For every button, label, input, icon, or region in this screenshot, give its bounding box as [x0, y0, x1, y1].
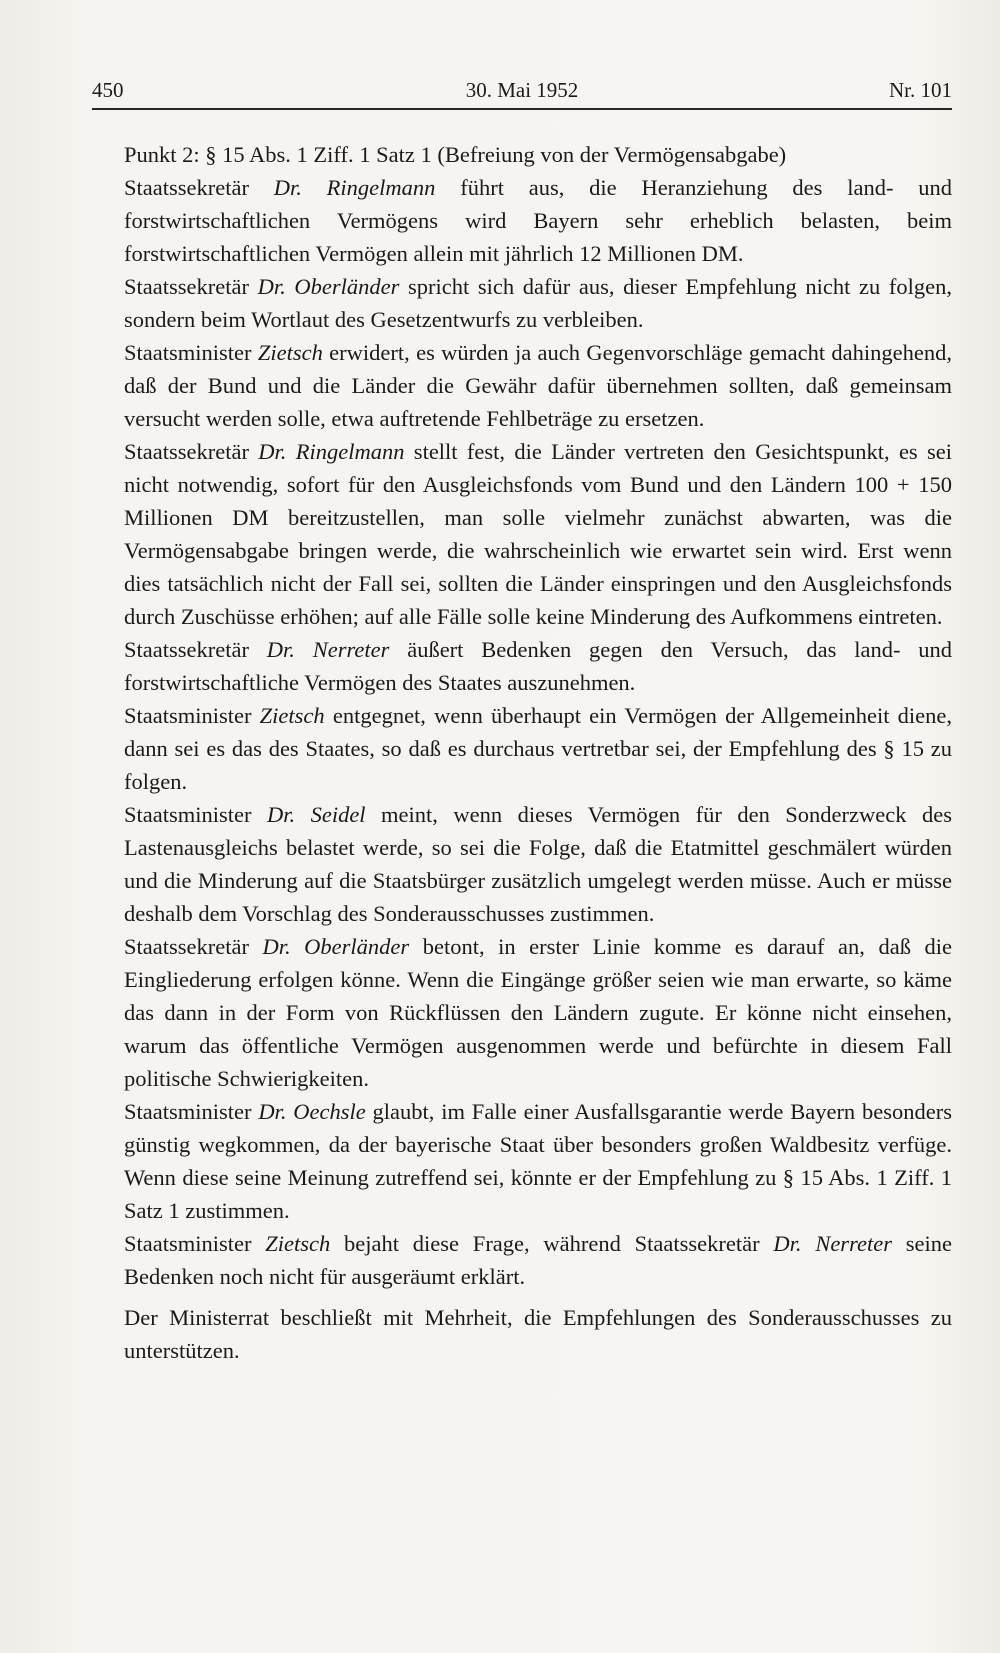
speaker-name: Dr. Nerreter: [266, 637, 390, 662]
document-body: [124, 138, 952, 1367]
paragraph: [124, 1301, 952, 1367]
header-date: 30. Mai 1952: [465, 78, 579, 102]
paragraph-text: betont, in erster Linie komme es darauf an, daß die Eingliederung erfolgen könne. Wenn die Eingänge größer seien wie man erwarte, so käme das dann in der Form von Rückflüssen den Ländern zugute. Er könne nicht einsehen, warum das öffentliche Vermögen ausgenommen werde und befürchte in diesem Fall politische Schwierigkeiten.: [124, 934, 952, 1091]
speaker-name: Dr. Seidel: [266, 802, 366, 827]
paragraph-text: meint, wenn dieses Vermögen für den Sonderzweck des Lastenausgleichs belastet werde, so sei die Folge, daß die Etatmittel geschmälert würden und die Minderung auf die Staatsbürger zusätzlich umgelegt werden müsse. Auch er müsse deshalb dem Vorschlag des Sonderausschusses zustimmen.: [124, 802, 952, 926]
speaker-name: Dr. Ringelmann: [258, 439, 405, 464]
paragraph: [124, 336, 952, 435]
paragraph: [124, 171, 952, 270]
paragraph-text: Staatssekretär: [124, 637, 267, 662]
paragraph-text: glaubt, im Falle einer Ausfallsgarantie werde Bayern besonders günstig wegkommen, da der bayerische Staat über besonders großen Waldbesitz verfüge. Wenn diese seine Meinung zutreffend sei, könnte er der Empfehlung zu § 15 Abs. 1 Ziff. 1 Satz 1 zustimmen.: [124, 1099, 952, 1223]
paragraph-text: erwidert, es würden ja auch Gegenvorschläge gemacht dahingehend, daß der Bund und die Länder die Gewähr dafür übernehmen sollten, daß gemeinsam versucht werden solle, etwa auftretende Fehlbeträge zu ersetzen.: [124, 340, 952, 431]
paragraph-text: Staatsminister: [124, 340, 258, 365]
issue-number: Nr. 101: [889, 78, 952, 102]
speaker-name: Zietsch: [265, 1231, 331, 1256]
page-number: 450: [92, 78, 124, 102]
paragraph-text: führt aus, die Heranziehung des land- und forstwirtschaftlichen Vermögens wird Bayern sehr erheblich belasten, beim forstwirtschaftlichen Vermögen allein mit jährlich 12 Millionen DM.: [124, 175, 952, 266]
paragraph-text: Staatsminister: [124, 802, 267, 827]
paragraph-text: bejaht diese Frage, während Staatssekretär: [330, 1231, 774, 1256]
speaker-name: Dr. Oechsle: [258, 1099, 366, 1124]
speaker-name: Dr. Ringelmann: [273, 175, 436, 200]
paragraph-text: Staatsminister: [124, 703, 260, 728]
paragraph-text: Staatssekretär: [124, 439, 259, 464]
paragraph-text: Staatssekretär: [124, 934, 263, 959]
paragraph-text: stellt fest, die Länder vertreten den Gesichtspunkt, es sei nicht notwendig, sofort für den Ausgleichsfonds vom Bund und den Ländern 100 + 150 Millionen DM bereitzustellen, man solle vielmehr zunächst abwarten, was die Vermögensabgabe bringen werde, die wahrscheinlich wie erwartet sein wird. Erst wenn dies tatsächlich nicht der Fall sei, sollten die Länder einspringen und den Ausgleichsfonds durch Zuschüsse erhöhen; auf alle Fälle solle keine Minderung des Aufkommens eintreten.: [124, 439, 953, 629]
paragraph-text: Staatssekretär: [124, 274, 258, 299]
paragraph: [124, 930, 952, 1095]
paragraph-text: entgegnet, wenn überhaupt ein Vermögen der Allgemeinheit diene, dann sei es das des Staates, so daß es durchaus vertretbar sei, der Empfehlung des § 15 zu folgen.: [124, 703, 952, 794]
paragraph-text: Staatsminister: [124, 1099, 259, 1124]
paragraph: [124, 633, 952, 699]
paragraph-text: Staatsminister: [124, 1231, 266, 1256]
speaker-name: Dr. Oberländer: [262, 934, 410, 959]
speaker-name: Zietsch: [259, 703, 325, 728]
paragraph: [124, 138, 952, 171]
paragraph: [124, 798, 952, 930]
speaker-name: Dr. Nerreter: [773, 1231, 892, 1256]
paragraph-text: spricht sich dafür aus, dieser Empfehlung nicht zu folgen, sondern beim Wortlaut des Gesetzentwurfs zu verbleiben.: [124, 274, 952, 332]
paragraph-text: Der Ministerrat beschließt mit Mehrheit, die Empfehlungen des Sonderausschusses zu unterstützen.: [124, 1305, 952, 1363]
paragraph: [124, 1227, 952, 1293]
page-header: [92, 74, 952, 110]
paragraph: [124, 1095, 952, 1227]
speaker-name: Zietsch: [257, 340, 323, 365]
paragraph-text: Staatssekretär: [124, 175, 274, 200]
speaker-name: Dr. Oberländer: [257, 274, 400, 299]
paragraph: [124, 435, 952, 633]
paragraph-text: äußert Bedenken gegen den Versuch, das land- und forstwirtschaftliche Vermögen des Staates auszunehmen.: [124, 637, 953, 695]
paragraph: [124, 270, 952, 336]
paragraph-text: seine Bedenken noch nicht für ausgeräumt erklärt.: [124, 1231, 952, 1289]
paragraph-text: Punkt 2: § 15 Abs. 1 Ziff. 1 Satz 1 (Befreiung von der Vermögensabgabe): [124, 142, 787, 167]
paragraph: [124, 699, 952, 798]
